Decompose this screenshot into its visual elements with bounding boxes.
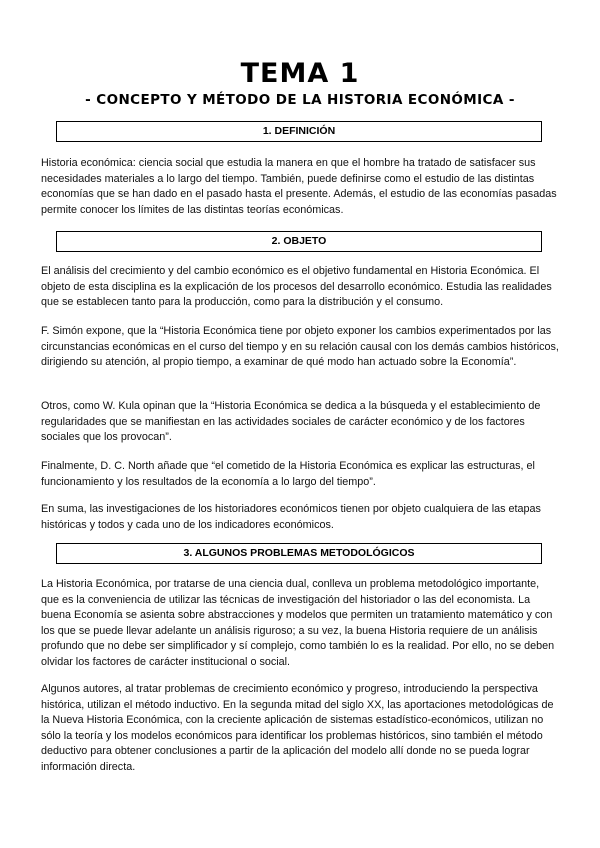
paragraph-definicion: Historia económica: ciencia social que estudia la manera en que el hombre ha tratado de satisfacer sus necesidades materiales a lo largo del tiempo. También, puede definirse como el estudio de las distintas economías que se han dado en el pasado hasta el presente. Además, el estudio de las economías pasadas permite conocer los límites de las distintas teorías económicas. [41,157,557,216]
paragraph-objeto-5: En suma, las investigaciones de los historiadores económicos tienen por objeto cualquiera de las etapas históricas y todos y cada uno de los indicadores económicos. [41,503,541,531]
paragraph-objeto-1: El análisis del crecimiento y del cambio económico es el objetivo fundamental en Historia Económica. El objeto de esta disciplina es la explicación de los procesos del desarrollo económico. Estudia las realidades que se establecen tanto para la producción, como para la distribución y el consumo. [41,265,552,309]
paragraph-objeto-2: F. Simón expone, que la “Historia Económica tiene por objeto exponer los cambios experimentados por las circunstancias económicas en el curso del tiempo y en su relación causal con los demás cambios históricos, dirigiendo su atención, al propio tiempo, a examinar de qué modo han actuado sobre la Economía”. [41,325,559,369]
section-heading-problemas: 3. ALGUNOS PROBLEMAS METODOLÓGICOS [56,543,542,564]
page-subtitle: - CONCEPTO Y MÉTODO DE LA HISTORIA ECONÓMICA - [85,92,515,108]
page-title: TEMA 1 [240,58,360,89]
paragraph-problemas-2: Algunos autores, al tratar problemas de crecimiento económico y progreso, introduciendo la perspectiva histórica, utilizan el método inductivo. En la segunda mitad del siglo XX, las aportaciones metodológicas de la Nueva Historia Económica, con la creciente aplicación de sistemas estadístico-económicos, utilizan no sólo la teoría y los modelos económicos para identificar los problemas históricos, sino también el método deductivo para obtener conclusiones a partir de la aplicación del modelo allí donde no se pueda lograr información directa. [41,683,554,773]
section-heading-objeto: 2. OBJETO [56,231,542,252]
paragraph-objeto-4: Finalmente, D. C. North añade que “el cometido de la Historia Económica es explicar las estructuras, el funcionamiento y los resultados de la economía a lo largo del tiempo”. [41,460,535,488]
paragraph-problemas-1: La Historia Económica, por tratarse de una ciencia dual, conlleva un problema metodológico importante, que es la conveniencia de utilizar las técnicas de investigación del historiador o las del economista. La buena Economía se asienta sobre abstracciones y modelos que permiten un tratamiento matemático y con los que se puede llevar adelante un análisis riguroso; a su vez, la buena Historia requiere de un análisis profundo que no debe ser simplificador y sí complejo, como también lo es la realidad. Por ello, no se deben olvidar los factores de carácter institucional o social. [41,578,555,668]
paragraph-objeto-3: Otros, como W. Kula opinan que la “Historia Económica se dedica a la búsqueda y el establecimiento de regularidades que se manifiestan en las actividades sociales de carácter económico y de los factores sociales que los provocan”. [41,400,541,444]
section-heading-definicion: 1. DEFINICIÓN [56,121,542,142]
